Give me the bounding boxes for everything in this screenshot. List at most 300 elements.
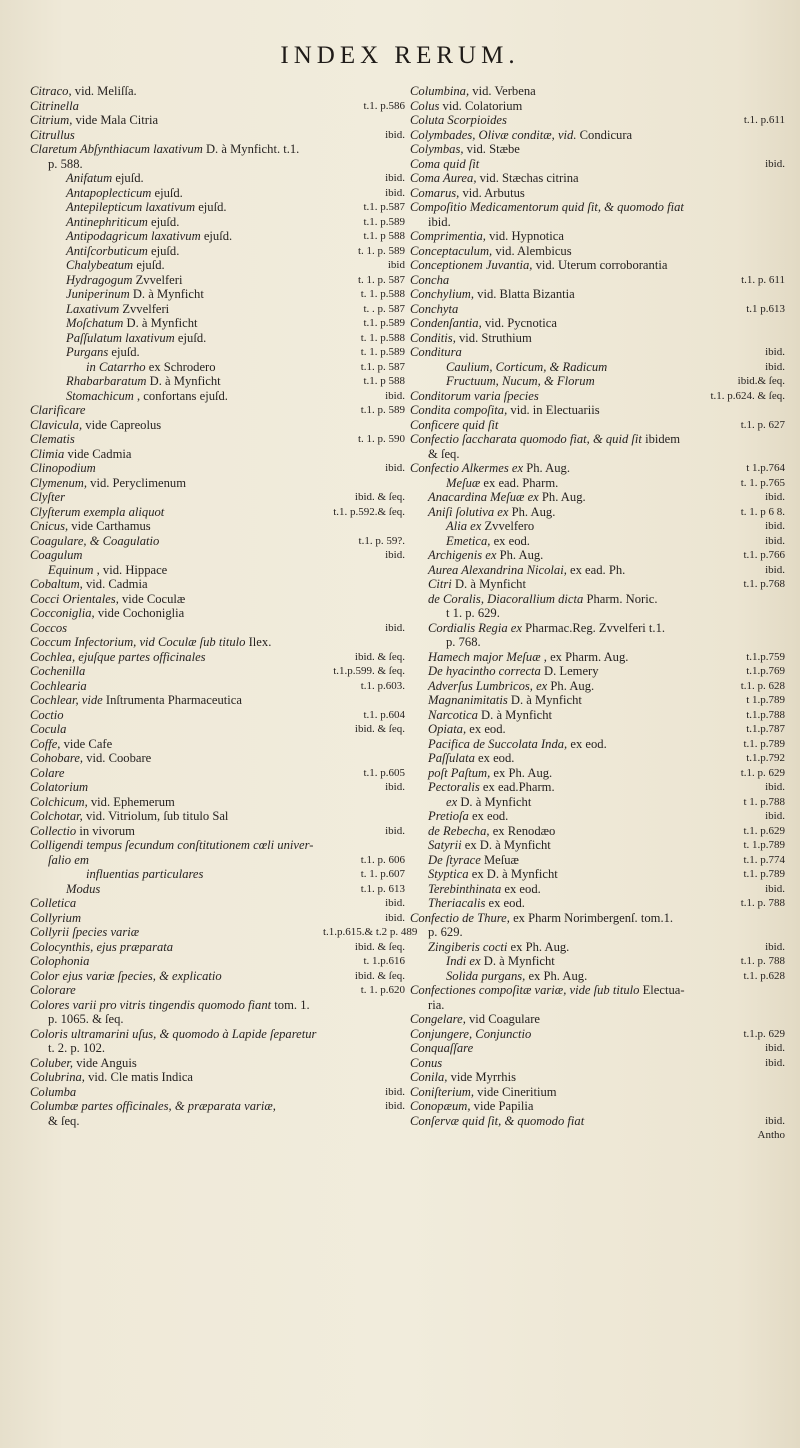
entry-text: D. à Mynficht: [123, 316, 198, 330]
index-entry: [410, 838, 785, 853]
index-entry: [410, 548, 785, 563]
entry-text: , ex Pharm. Aug.: [540, 649, 629, 664]
entry-headword: Cochlearia: [30, 678, 87, 693]
entry-text: p. 1065. & ſeq.: [48, 1012, 124, 1026]
index-entry: [30, 693, 405, 708]
entry-text: ejuſd.: [112, 171, 144, 185]
index-entry: [410, 809, 785, 824]
entry-headword: Conjungere, Conjunctio: [410, 1026, 532, 1041]
index-entry: [410, 302, 785, 317]
entry-reference: t.1. p.774: [743, 853, 785, 866]
entry-text: ex Schrodero: [145, 359, 216, 374]
index-entry: [410, 592, 785, 607]
entry-reference: t.1. p. 629: [740, 766, 785, 779]
entry-headword: Narcotica: [428, 707, 478, 722]
entry-reference: t.1.p.792: [746, 752, 785, 764]
index-entry: [30, 403, 405, 418]
index-entry: [410, 563, 785, 578]
entry-headword: Clematis: [30, 432, 75, 446]
entry-headword: Confectiones compoſitæ variæ, vide ſub titulo: [410, 983, 640, 997]
entry-text: ex Ph. Aug.: [525, 968, 588, 983]
entry-headword: Cocconiglia,: [30, 606, 95, 620]
entry-text: ex Renodæo: [489, 823, 556, 838]
index-entry: [30, 360, 405, 375]
entry-text: D. à Mynficht: [129, 287, 204, 301]
index-entry: [410, 983, 785, 998]
index-entry: [30, 476, 405, 491]
entry-reference: ibid. & ſeq.: [354, 969, 405, 982]
index-entry: [30, 751, 405, 766]
entry-headword: Columbina,: [410, 84, 470, 98]
entry-headword: Cochlea, ejuſque partes officinales: [30, 649, 206, 664]
entry-reference: t. 1. p.607: [360, 868, 405, 880]
entry-reference: t. . p. 587: [363, 302, 405, 315]
entry-text: vide Carthamus: [68, 519, 151, 533]
index-entry: [30, 577, 405, 592]
entry-reference: ibid. & ſeq.: [354, 491, 405, 503]
entry-headword: Columbæ partes officinales, & præparata variæ,: [30, 1099, 276, 1113]
entry-reference: t.1 p.613: [746, 302, 785, 315]
index-entry: [410, 1128, 785, 1143]
index-entry: [30, 1099, 405, 1114]
index-entry: [410, 1027, 785, 1042]
index-entry: [410, 882, 785, 897]
entry-headword: ſalio em: [48, 852, 89, 867]
entry-headword: Paſſulatum laxativum: [66, 330, 175, 345]
index-entry: [410, 99, 785, 114]
index-entry: [30, 635, 405, 650]
entry-headword: Conus: [410, 1055, 443, 1070]
entry-headword: Clinopodium: [30, 461, 96, 475]
entry-text: ejuſd.: [108, 345, 140, 359]
entry-reference: ibid.: [385, 781, 405, 793]
index-entry: [410, 751, 785, 766]
entry-headword: poſt Paſtum,: [428, 765, 491, 780]
entry-text: p. 629.: [428, 925, 463, 939]
entry-headword: Satyrii: [428, 838, 462, 852]
entry-text: Zvvelferi: [132, 272, 183, 287]
entry-text: Ph. Aug.: [496, 548, 544, 562]
entry-headword: Confectio de Thure,: [410, 910, 510, 925]
index-entry: [410, 534, 785, 549]
entry-reference: t.1. p.611: [743, 114, 785, 126]
entry-headword: Modus: [66, 881, 101, 896]
index-entry: [410, 461, 785, 476]
entry-reference: Antho: [757, 1129, 785, 1141]
index-entry: [410, 679, 785, 694]
index-entry: [410, 418, 785, 433]
index-entry: [30, 128, 405, 143]
entry-text: ejuſd.: [151, 185, 183, 200]
entry-headword: Cordialis Regia ex: [428, 620, 522, 635]
index-entry: [30, 505, 405, 520]
index-entry: [410, 432, 785, 447]
entry-reference: ibid.: [765, 1042, 785, 1054]
entry-headword: Indi ex: [446, 954, 481, 968]
entry-headword: Comarus,: [410, 185, 460, 200]
entry-text: ria.: [428, 997, 445, 1012]
entry-text: t. 2. p. 102.: [48, 1041, 106, 1055]
index-entry: [30, 447, 405, 462]
entry-text: Ph. Aug.: [523, 461, 570, 475]
entry-headword: Coluber,: [30, 1055, 74, 1070]
entry-headword: Antinephriticum: [66, 214, 148, 229]
entry-text: p. 768.: [446, 635, 481, 649]
entry-headword: Conceptaculum,: [410, 243, 493, 258]
entry-headword: Cochlear, vide: [30, 693, 103, 707]
entry-headword: Confectio ſaccharata quomodo fiat, & quid ſit: [410, 432, 642, 446]
entry-text: Ph. Aug.: [508, 504, 556, 519]
entry-reference: ibid.: [385, 186, 405, 199]
index-entry: [410, 1041, 785, 1056]
entry-reference: t.1.p.788: [746, 708, 785, 721]
index-entry: [30, 287, 405, 302]
index-entry: [410, 519, 785, 534]
entry-reference: t.1. p. 606: [360, 853, 405, 866]
entry-headword: Citraco: [30, 84, 69, 98]
entry-headword: Adverſus Lumbricos, ex: [428, 678, 548, 693]
entry-headword: Colocynthis, ejus præparata: [30, 939, 174, 954]
entry-headword: Emetica,: [446, 533, 491, 548]
index-entry: [410, 664, 785, 679]
index-entry: [30, 969, 405, 984]
index-entry: [30, 1041, 405, 1056]
index-entry: [410, 345, 785, 360]
entry-headword: Clyſterum exempla aliquot: [30, 504, 165, 519]
entry-text: ejuſd.: [147, 243, 180, 258]
entry-reference: ibid.: [385, 462, 405, 474]
entry-text: ex D. à Mynficht: [468, 867, 558, 881]
index-entry: [30, 983, 405, 998]
entry-headword: Colorare: [30, 983, 76, 997]
entry-headword: Citri: [428, 577, 452, 591]
index-entry: [30, 911, 405, 926]
entry-reference: t 1.p.764: [746, 462, 785, 474]
entry-text: Condicura: [576, 127, 633, 142]
entry-reference: t. 1. p. 590: [357, 433, 405, 445]
entry-text: vid. Peryclimenum: [87, 475, 187, 490]
entry-headword: Coma quid ſit: [410, 156, 480, 171]
entry-headword: Colchotar,: [30, 809, 83, 823]
entry-text: vid. Struthium: [455, 330, 532, 345]
entry-text: vid. Stæchas citrina: [476, 171, 579, 185]
index-entry: [410, 896, 785, 911]
entry-reference: t.1.p. 629: [743, 1027, 785, 1040]
entry-text: vid. Stæbe: [463, 142, 520, 156]
entry-reference: ibid. & ſeq.: [354, 723, 405, 735]
entry-headword: Antapoplecticum: [66, 185, 152, 200]
entry-headword: Conila,: [410, 1070, 448, 1084]
entry-headword: influentias particulares: [86, 867, 204, 881]
entry-reference: ibid.: [765, 940, 785, 953]
entry-text: Pharm. Noric.: [583, 591, 658, 606]
index-entry: [410, 737, 785, 752]
entry-reference: ibid.: [385, 1100, 405, 1112]
entry-headword: Citrinella: [30, 98, 79, 113]
index-entry: [410, 128, 785, 143]
entry-headword: Cobaltum,: [30, 577, 83, 591]
entry-reference: ibid.: [765, 882, 785, 895]
index-entry: [30, 244, 405, 259]
entry-text: ex ead. Pharm.: [480, 475, 559, 490]
entry-reference: t.1. p.629: [743, 824, 785, 837]
index-entry: [30, 389, 405, 404]
index-entry: [410, 186, 785, 201]
entry-text: vid. Blatta Bizantia: [474, 287, 575, 301]
entry-text: ex eod.: [490, 533, 530, 548]
index-entry: [30, 708, 405, 723]
entry-text: vid. Hypnotica: [485, 229, 564, 243]
entry-headword: Terebinthinata: [428, 881, 502, 896]
entry-reference: t.1. p. 628: [740, 679, 785, 692]
index-entry: [30, 853, 405, 868]
entry-reference: t.1. p.592.& ſeq.: [333, 505, 405, 518]
entry-headword: Compoſitio Medicamentorum quid ſit, & quomodo fiat: [410, 200, 684, 214]
entry-headword: Aniſi ſolutiva ex: [428, 504, 509, 519]
index-entry: [410, 1114, 785, 1129]
index-entry: [410, 867, 785, 882]
entry-text: vid. Vitriolum, ſub titulo Sal: [82, 809, 229, 823]
entry-headword: Coagulum: [30, 548, 83, 562]
entry-text: D. à Mynficht: [480, 954, 555, 968]
index-entry: [30, 664, 405, 679]
index-entry: [410, 708, 785, 723]
entry-headword: Citrium,: [30, 113, 73, 127]
entry-text: ex eod.: [474, 751, 515, 765]
entry-text: vide Myrrhis: [447, 1070, 516, 1084]
entry-headword: Laxativum: [66, 301, 120, 316]
entry-text: Ilex.: [245, 635, 272, 649]
entry-text: D. à Mynficht: [507, 693, 582, 707]
entry-reference: ibid.: [385, 128, 405, 141]
entry-text: , vid. Hippace: [93, 562, 168, 577]
entry-headword: Chalybeatum: [66, 258, 134, 272]
entry-reference: t.1.p.599. & ſeq.: [333, 665, 405, 677]
entry-text: vid. Colatorium: [439, 98, 523, 113]
index-entry: [30, 273, 405, 288]
entry-reference: t.1. p.605: [363, 766, 405, 779]
entry-headword: Hydragogum: [66, 272, 133, 287]
entry-text: D. à Mynficht. t.1.: [202, 142, 300, 156]
index-entry: [30, 722, 405, 737]
entry-reference: t 1.p.789: [746, 694, 785, 706]
entry-headword: Anacardina Meſuæ ex: [428, 490, 539, 504]
entry-reference: t. 1. p.620: [360, 984, 405, 996]
index-entry: [410, 505, 785, 520]
entry-reference: t.1. p 588: [363, 230, 405, 242]
entry-text: ex Ph. Aug.: [490, 765, 553, 780]
entry-text: ex ead.Pharm.: [479, 780, 555, 794]
entry-reference: t.1. p.789: [743, 868, 785, 880]
entry-headword: Citrullus: [30, 127, 75, 142]
index-entry: [30, 896, 405, 911]
entry-reference: ibid.: [385, 897, 405, 909]
entry-headword: Antipodagricum laxativum: [66, 229, 201, 243]
entry-headword: Color ejus variæ ſpecies, & explicatio: [30, 968, 222, 983]
index-entry: [410, 360, 785, 375]
entry-headword: De ſtyrace: [428, 852, 481, 867]
index-entry: [30, 99, 405, 114]
entry-reference: ibid.: [765, 157, 785, 170]
index-entry: [30, 809, 405, 824]
entry-headword: Colligendi tempus ſecundum conſtitutionem cœli univer-: [30, 838, 314, 852]
entry-reference: t. 1. p.588: [360, 331, 405, 344]
index-entry: [30, 592, 405, 607]
index-entry: [30, 737, 405, 752]
entry-headword: Pectoralis: [428, 780, 480, 794]
index-entry: [30, 1114, 405, 1129]
entry-text: ex eod.: [501, 881, 541, 896]
index-entry: [410, 258, 785, 273]
entry-text: vide Papilia: [470, 1099, 534, 1113]
entry-headword: Clarificare: [30, 403, 86, 417]
entry-text: ejuſd.: [195, 200, 227, 214]
entry-headword: Confectio Alkermes ex: [410, 461, 524, 475]
entry-reference: t.1.p.787: [746, 723, 785, 735]
entry-headword: Clavicula,: [30, 417, 83, 432]
entry-text: ibid.: [428, 214, 451, 229]
entry-reference: t.1. p.603.: [360, 679, 405, 692]
entry-reference: t.1. p. 59?.: [358, 534, 405, 547]
entry-reference: t.1. p. 627: [740, 418, 785, 431]
entry-text: D. à Mynficht: [477, 707, 553, 722]
entry-headword: Colus: [410, 98, 440, 113]
index-entry: [30, 998, 405, 1013]
entry-headword: Clymenum,: [30, 475, 88, 490]
entry-headword: Anifatum: [66, 171, 113, 185]
entry-headword: Conſervæ quid ſit, & quomodo fiat: [410, 1113, 585, 1128]
entry-headword: Congelare,: [410, 1012, 466, 1026]
index-entry: [30, 157, 405, 172]
entry-reference: t 1. p.788: [743, 795, 785, 808]
entry-headword: Conchylium,: [410, 287, 475, 301]
index-entry: [410, 229, 785, 244]
entry-reference: t.1.p.759: [746, 650, 785, 663]
entry-reference: ibid: [387, 259, 405, 271]
index-entry: [30, 302, 405, 317]
entry-headword: de Rebecha,: [428, 823, 490, 838]
index-entry: [30, 1070, 405, 1085]
entry-headword: Colores varii pro vitris tingendis quomodo fiant: [30, 997, 272, 1012]
index-entry: [410, 606, 785, 621]
entry-headword: Pacifica de Succolata Inda,: [428, 736, 568, 751]
index-entry: [410, 693, 785, 708]
entry-headword: Hamech major Meſuæ: [428, 649, 541, 664]
entry-headword: Concha: [410, 272, 450, 287]
entry-reference: t. 1. p.765: [740, 476, 785, 489]
entry-text: Ph. Aug.: [547, 678, 595, 693]
entry-text: vid. in Electuariis: [507, 403, 600, 417]
index-entry: [30, 186, 405, 201]
entry-reference: t. 1.p.616: [363, 955, 405, 967]
entry-headword: Coagulare, & Coagulatio: [30, 533, 160, 548]
entry-text: D. à Mynficht: [146, 374, 221, 388]
entry-reference: ibid.: [385, 172, 405, 184]
entry-reference: ibid.: [765, 1114, 785, 1127]
entry-headword: Zingiberis cocti: [428, 939, 508, 954]
entry-reference: ibid. & ſeq.: [354, 940, 405, 953]
entry-reference: t.1. p.604: [363, 708, 405, 721]
entry-reference: ibid.: [385, 911, 405, 924]
entry-text: Meſuæ: [480, 852, 519, 867]
entry-reference: ibid.: [385, 1085, 405, 1098]
entry-text: vide Anguis: [73, 1055, 137, 1070]
entry-headword: De hyacintho correcta: [428, 664, 541, 678]
entry-text: vide Cafe: [60, 736, 113, 751]
index-entry: [30, 215, 405, 230]
index-entry: [410, 171, 785, 186]
entry-headword: Columba: [30, 1084, 77, 1099]
index-entry: [410, 650, 785, 665]
entry-reference: t. 1. p.589: [360, 346, 405, 358]
entry-reference: t.1. p.589: [363, 215, 405, 228]
entry-headword: Collyrium: [30, 910, 82, 925]
entry-text: ex eod.: [485, 896, 525, 910]
index-entry: [410, 1012, 785, 1027]
entry-text: p. 588.: [48, 156, 83, 171]
entry-text: vid. Cadmia: [82, 577, 148, 591]
index-entry: [30, 795, 405, 810]
index-entry: [30, 1027, 405, 1042]
index-entry: [410, 142, 785, 157]
index-entry: [410, 1085, 785, 1100]
entry-headword: Clyſter: [30, 490, 65, 504]
entry-text: , confortans ejuſd.: [133, 388, 228, 403]
entry-text: D. à Mynficht: [451, 577, 526, 591]
index-entry: [410, 1099, 785, 1114]
entry-headword: Stomachicum: [66, 388, 134, 403]
index-entry: [410, 84, 785, 99]
entry-headword: Conceptionem Juvantia,: [410, 258, 533, 272]
entry-text: ex ead. Ph.: [566, 562, 626, 577]
entry-text: vide Cineritium: [474, 1084, 557, 1099]
index-entry: [30, 838, 405, 853]
entry-text: vid. Ephemerum: [87, 794, 175, 809]
entry-headword: Coloris ultramarini uſus, & quomodo à Lapide ſeparetur: [30, 1026, 317, 1041]
index-entry: [410, 577, 785, 592]
entry-headword: Comprimentia,: [410, 229, 486, 243]
entry-reference: t.1. p.586: [363, 99, 405, 112]
entry-text: ejuſd.: [147, 214, 180, 229]
index-entry: [30, 925, 418, 940]
entry-headword: Collyrii ſpecies variæ: [30, 925, 140, 939]
entry-text: D. à Mynficht: [457, 794, 532, 809]
entry-reference: ibid.: [765, 520, 785, 532]
entry-headword: Equinum: [48, 562, 94, 577]
entry-reference: t. 1. p. 589: [357, 244, 405, 257]
entry-text: & ſeq.: [428, 446, 460, 461]
entry-reference: t. 1. p 6 8.: [740, 505, 785, 518]
entry-reference: t.1. p. 587: [360, 360, 405, 373]
entry-reference: t.1. p.624. & ſeq.: [710, 389, 785, 402]
entry-text: vide Mala Citria: [72, 113, 159, 127]
entry-headword: Condita compoſita,: [410, 403, 508, 417]
entry-headword: Coccos: [30, 620, 68, 635]
index-entry: [410, 113, 785, 128]
entry-reference: t.1.p.615.& t.2 p. 489: [323, 926, 418, 938]
index-entry: [30, 548, 405, 563]
entry-text: vid Coagulare: [465, 1012, 541, 1026]
entry-reference: t.1. p. 589: [360, 404, 405, 416]
entry-reference: t.1. p.587: [363, 201, 405, 213]
entry-reference: t.1. p.766: [743, 549, 785, 561]
entry-reference: ibid.: [765, 810, 785, 822]
entry-headword: Rhabarbaratum: [66, 374, 147, 388]
entry-text: tom. 1.: [271, 997, 310, 1012]
entry-reference: t.1. p 588: [363, 375, 405, 387]
entry-text: Ph. Aug.: [538, 490, 586, 504]
entry-headword: Coma Aurea,: [410, 171, 477, 185]
